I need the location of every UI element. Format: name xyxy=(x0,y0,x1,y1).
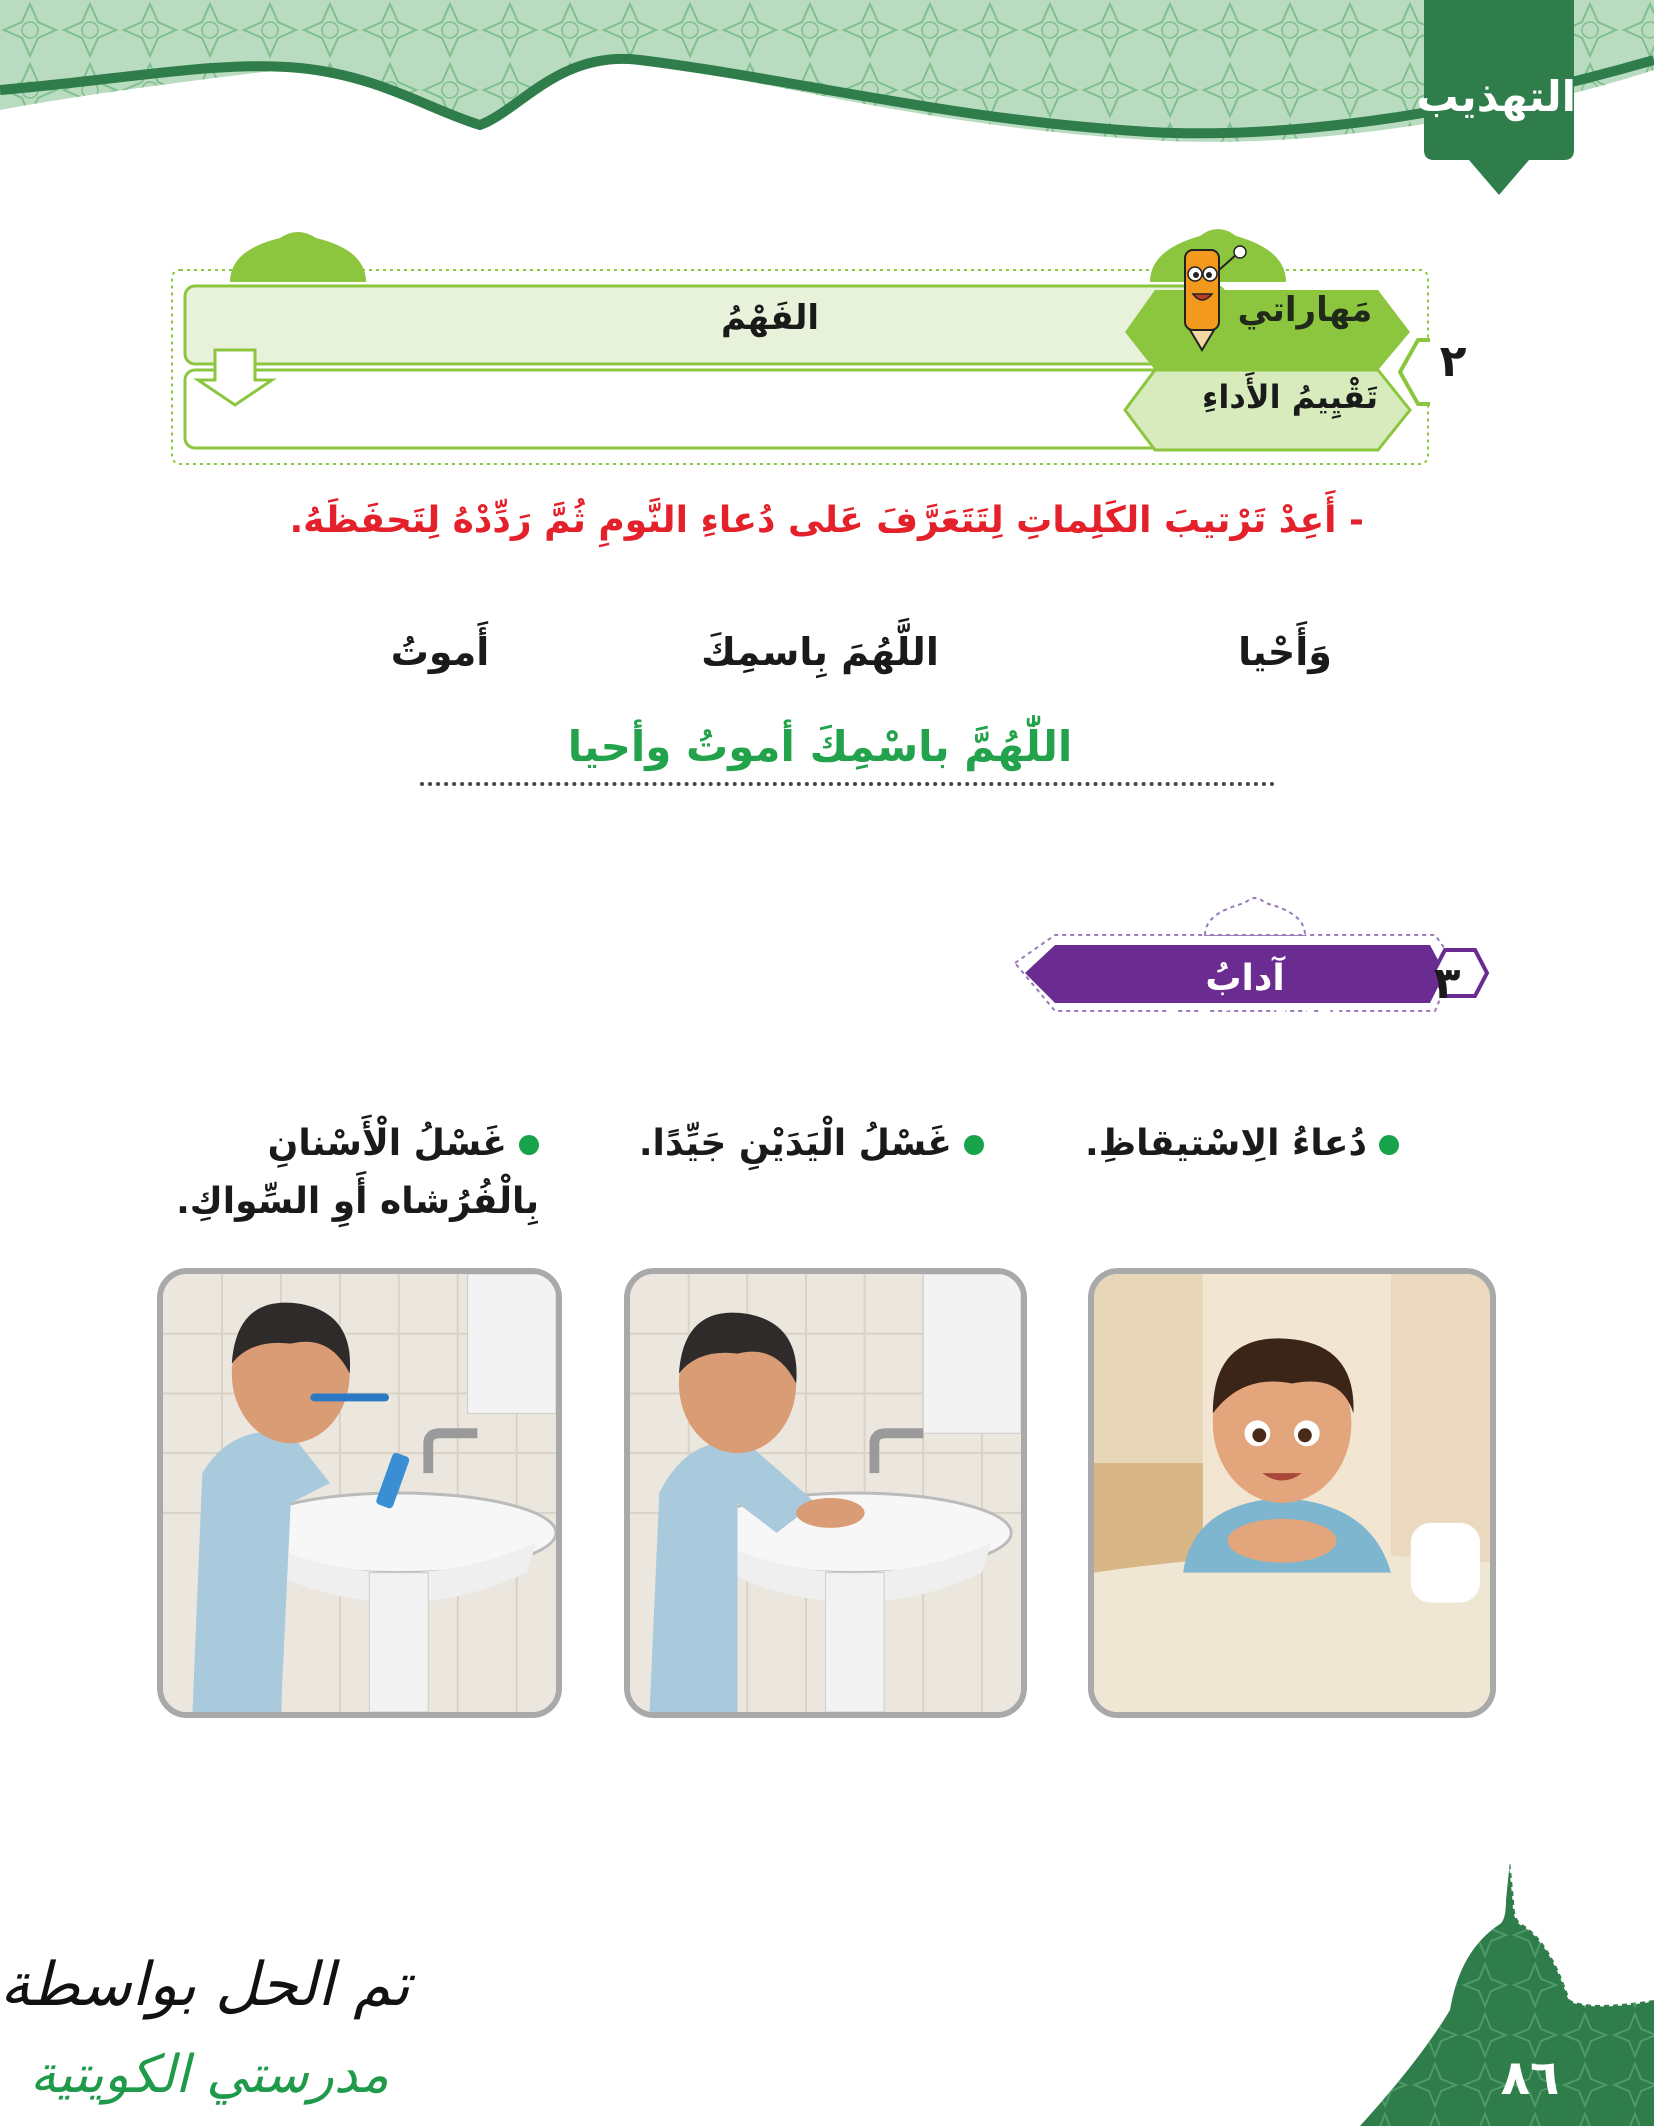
list-item: غَسْلُ الْأَسْنانِ بِالْفُرُشاه أَوِ السِّواكِ. xyxy=(176,1123,539,1222)
list-item: دُعاءُ الِاسْتيقاظِ. xyxy=(999,1115,1399,1173)
word-card: وَأَحْيا xyxy=(1238,630,1332,674)
answer-dotted-line xyxy=(420,782,1275,786)
section-3-title: آدابُ الاسْتيقاظِ. xyxy=(1147,958,1343,1040)
bullet-icon xyxy=(964,1135,984,1155)
list-item: غَسْلُ الْيَدَيْنِ جَيِّدًا. xyxy=(584,1115,984,1173)
skills-frame xyxy=(170,220,1430,470)
boy-brushing-teeth-image xyxy=(157,1268,562,1718)
boy-washing-hands-image xyxy=(624,1268,1027,1718)
word-card: أَموتُ xyxy=(390,630,490,674)
word-card: اللَّهُمَ بِاسمِكَ xyxy=(701,630,939,674)
skills-label: مَهاراتي xyxy=(1237,290,1373,330)
boy-praying-in-bed-image xyxy=(1088,1268,1496,1718)
bullet-icon xyxy=(519,1135,539,1155)
section-2-number: ٢ xyxy=(1439,336,1467,387)
performance-evaluation-label: تَقْيِيمُ الأَداءِ xyxy=(1202,378,1378,416)
header-decorative-band xyxy=(0,0,1654,150)
solver-credit-line-2: مدرستي الكويتية xyxy=(30,2045,389,2105)
understanding-label: الفَهْمُ xyxy=(721,298,819,338)
solver-credit-line-1: تم الحل بواسطة xyxy=(0,1950,410,2020)
bullet-icon xyxy=(1379,1135,1399,1155)
page-number: ٨٦ xyxy=(1500,2050,1560,2106)
subject-title: التهذيب xyxy=(1416,72,1576,121)
answer-text[interactable]: اللّٰهُمَّ باسْمِكَ أموتُ وأحيا xyxy=(567,722,1073,771)
section-3-number: ٣ xyxy=(1433,958,1461,1009)
instruction-text: - أَعِدْ تَرْتيبَ الكَلِماتِ لِتَتَعَرَّفَ عَلى دُعاءِ النَّومِ ثُمَّ رَدِّدْهُ لِتَحفَظَهُ. xyxy=(289,500,1364,541)
